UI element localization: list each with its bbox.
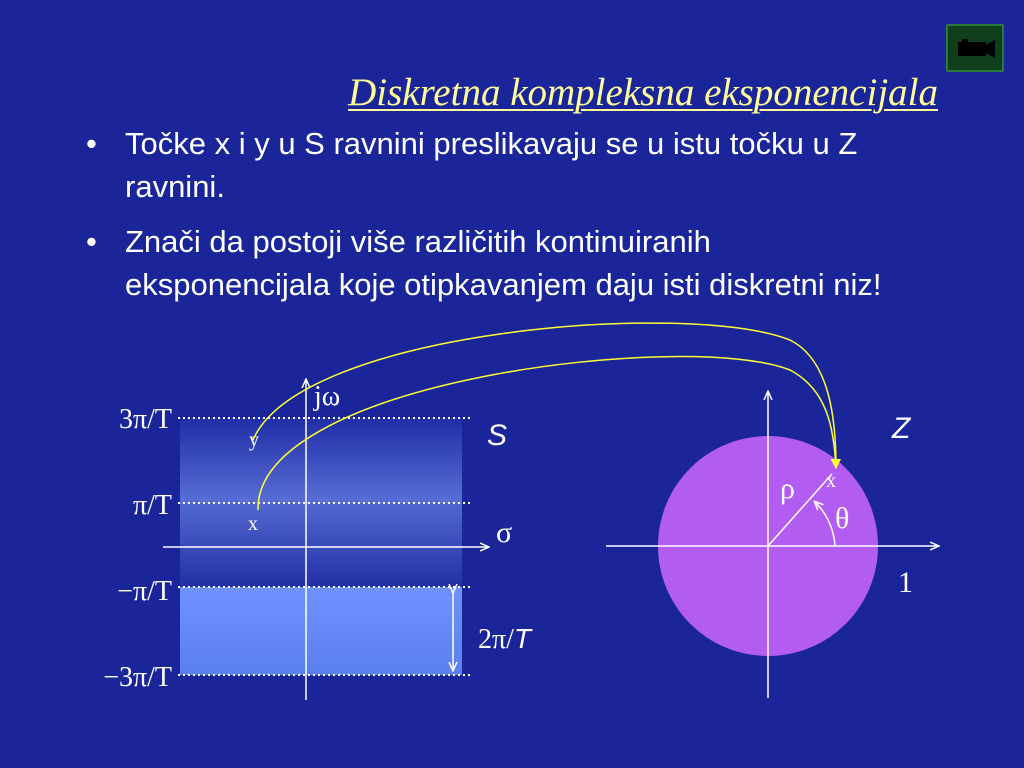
s-plane-label: S bbox=[487, 419, 508, 452]
strip-width-suffix: T bbox=[513, 623, 532, 654]
strip-middle bbox=[180, 503, 462, 587]
slide-title: Diskretna kompleksna eksponencijala bbox=[348, 71, 938, 114]
bullet-marker: • bbox=[86, 224, 97, 259]
bullet-text: Znači da postoji više različitih kontinuiranih eksponencijala koje otipkavanjem daju isti diskretni niz! bbox=[125, 224, 882, 302]
sigma-axis-label: σ bbox=[496, 516, 513, 549]
radius-label: ρ bbox=[780, 472, 795, 505]
angle-label: θ bbox=[835, 502, 850, 535]
tick-label-pi: π/T bbox=[132, 490, 172, 521]
unit-marker-label: 1 bbox=[898, 566, 913, 599]
strip-width-prefix: 2π/ bbox=[478, 624, 514, 655]
point-x-label: x bbox=[248, 513, 258, 535]
bullet-marker: • bbox=[86, 126, 97, 161]
z-plane-label: Z bbox=[892, 412, 911, 445]
tick-label-neg-3pi: −3π/T bbox=[103, 662, 172, 693]
point-y-label: y bbox=[249, 429, 259, 451]
bullet-text: Točke x i y u S ravnini preslikavaju se u istu točku u Z ravnini. bbox=[125, 126, 858, 204]
strip-width-label bbox=[478, 623, 533, 655]
strip-primary bbox=[180, 587, 462, 675]
tick-label-neg-pi: −π/T bbox=[117, 576, 172, 607]
tick-label-3pi: 3π/T bbox=[118, 404, 172, 435]
jw-axis-label: jω bbox=[314, 381, 341, 412]
z-point-x-label: x bbox=[826, 470, 836, 492]
